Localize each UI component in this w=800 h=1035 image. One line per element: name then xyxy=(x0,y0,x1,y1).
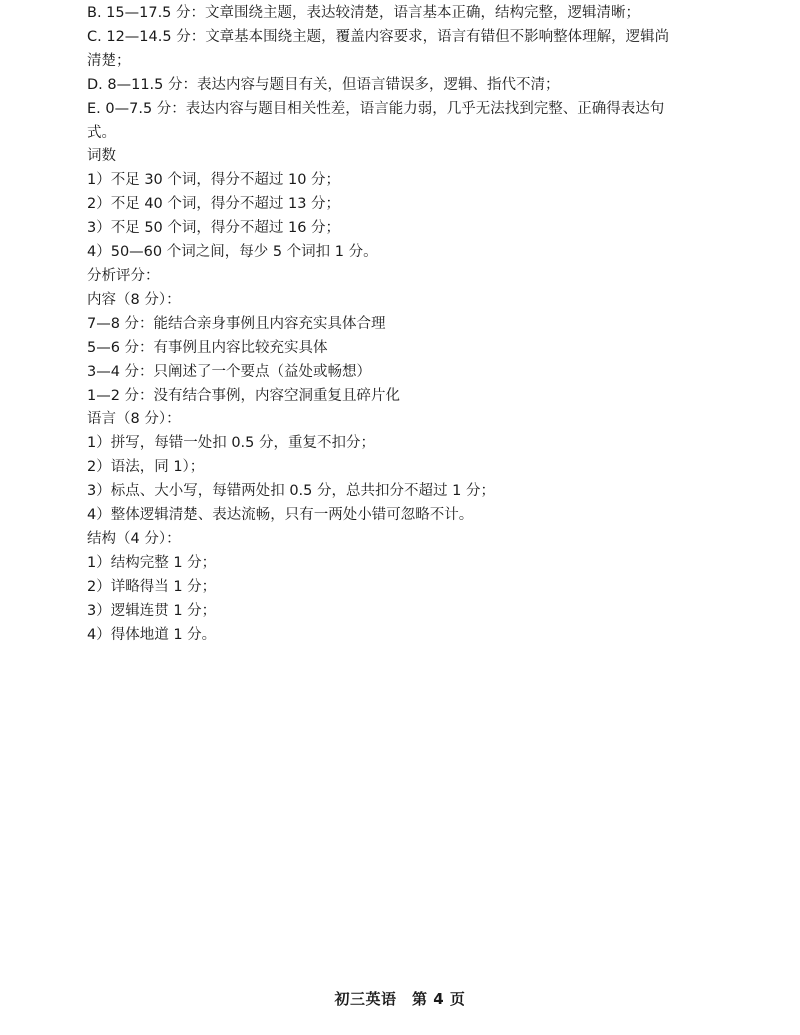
language-rule-2: 2）语法，同 1）； xyxy=(87,459,205,476)
grade-d-line: D. 8—11.5 分：表达内容与题目有关，但语言错误多，逻辑、指代不清； xyxy=(87,76,560,93)
language-heading: 语言（8 分）： xyxy=(87,411,181,428)
document-body xyxy=(87,2,737,647)
grade-c-line: C. 12—14.5 分：文章基本围绕主题，覆盖内容要求，语言有错但不影响整体理解，逻辑尚 xyxy=(87,28,670,45)
page-footer: 初三英语 第 4 页 xyxy=(334,990,466,1008)
content-rule-2: 5—6 分：有事例且内容比较充实具体 xyxy=(87,339,328,356)
grade-b-line: B. 15—17.5 分：文章围绕主题，表达较清楚，语言基本正确，结构完整，逻辑清晰； xyxy=(87,5,641,21)
structure-rule-4: 4）得体地道 1 分。 xyxy=(87,626,217,643)
grade-e-line: E. 0—7.5 分：表达内容与题目相关性差，语言能力弱，几乎无法找到完整、正确得表达句 xyxy=(87,100,665,117)
grade-e-line-continued: 式。 xyxy=(87,124,116,141)
content-rule-3: 3—4 分：只阐述了一个要点（益处或畅想） xyxy=(87,363,372,380)
language-rule-4: 4）整体逻辑清楚、表达流畅，只有一两处小错可忽略不计。 xyxy=(87,507,474,524)
structure-rule-1: 1）结构完整 1 分； xyxy=(87,554,217,571)
content-rule-4: 1—2 分：没有结合事例，内容空洞重复且碎片化 xyxy=(87,387,401,404)
word-count-rule-2: 2）不足 40 个词，得分不超过 13 分； xyxy=(87,196,341,213)
word-count-rule-1: 1）不足 30 个词，得分不超过 10 分； xyxy=(87,172,341,189)
word-count-rule-4: 4）50—60 个词之间，每少 5 个词扣 1 分。 xyxy=(87,244,378,261)
language-rule-1: 1）拼写，每错一处扣 0.5 分，重复不扣分； xyxy=(87,435,376,452)
structure-heading: 结构（4 分）： xyxy=(87,530,181,547)
structure-rule-3: 3）逻辑连贯 1 分； xyxy=(87,602,217,619)
structure-rule-2: 2）详略得当 1 分； xyxy=(87,578,217,595)
word-count-heading: 词数 xyxy=(87,148,116,165)
language-rule-3: 3）标点、大小写，每错两处扣 0.5 分，总共扣分不超过 1 分； xyxy=(87,483,495,500)
analysis-heading: 分析评分： xyxy=(87,267,160,284)
content-heading: 内容（8 分）： xyxy=(87,291,181,308)
word-count-rule-3: 3）不足 50 个词，得分不超过 16 分； xyxy=(87,220,341,237)
grade-c-line-continued: 清楚； xyxy=(87,52,131,69)
content-rule-1: 7—8 分：能结合亲身事例且内容充实具体合理 xyxy=(87,315,386,332)
